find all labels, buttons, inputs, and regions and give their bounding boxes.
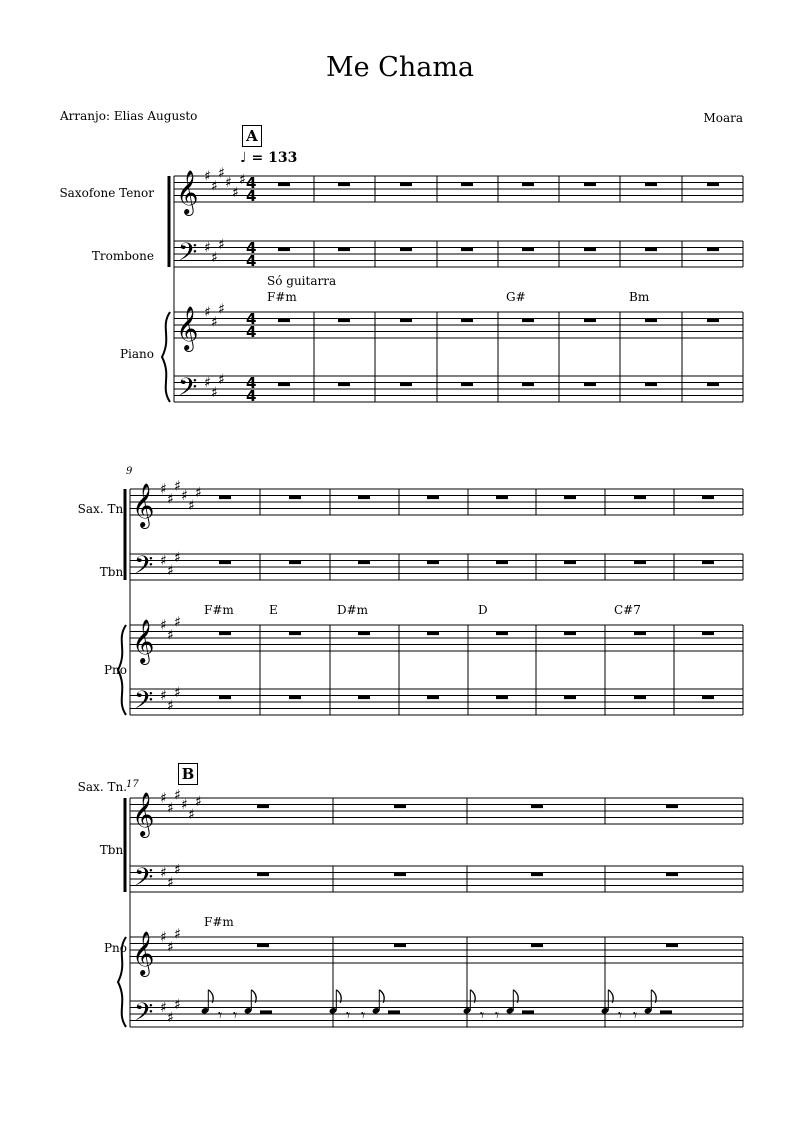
time-signature-numerator: 4: [246, 239, 257, 257]
sharp-icon: ♯: [167, 1009, 174, 1026]
sharp-icon: ♯: [181, 797, 188, 813]
eighth-rest-icon: 𝄾: [480, 1005, 485, 1025]
page-title: Me Chama: [325, 52, 475, 83]
half-rest-icon: [388, 1010, 400, 1014]
tempo-value: = 133: [251, 150, 298, 166]
sharp-icon: ♯: [204, 304, 211, 321]
whole-rest-icon: [427, 696, 439, 700]
chord-symbol: Bm: [629, 290, 650, 304]
sharp-icon: ♯: [232, 184, 239, 201]
sharp-icon: ♯: [160, 1000, 167, 1016]
whole-rest-icon: [634, 632, 646, 636]
sharp-icon: ♯: [160, 865, 167, 881]
whole-rest-icon: [278, 183, 290, 187]
chord-symbol: D: [478, 603, 488, 617]
whole-rest-icon: [289, 496, 301, 500]
whole-rest-icon: [496, 632, 508, 636]
sharp-icon: ♯: [204, 240, 211, 256]
chord-symbol: F#m: [204, 603, 234, 617]
whole-rest-icon: [564, 496, 576, 500]
time-signature-denominator: 4: [246, 387, 257, 405]
whole-rest-icon: [634, 696, 646, 700]
chord-symbol: E: [269, 603, 278, 617]
whole-rest-icon: [666, 873, 678, 877]
sharp-icon: ♯: [160, 617, 167, 634]
sharp-icon: ♯: [174, 478, 181, 495]
whole-rest-icon: [394, 805, 406, 809]
whole-rest-icon: [707, 319, 719, 323]
rehearsal-mark-b: B: [178, 763, 198, 785]
chord-symbol: F#m: [204, 915, 234, 929]
whole-rest-icon: [461, 383, 473, 387]
sharp-icon: ♯: [211, 314, 218, 331]
half-rest-icon: [260, 1010, 272, 1014]
eighth-rest-icon: 𝄾: [361, 1005, 366, 1025]
whole-rest-icon: [584, 183, 596, 187]
bass-clef-icon: 𝄢: [178, 238, 198, 273]
whole-rest-icon: [257, 944, 269, 948]
whole-rest-icon: [257, 805, 269, 809]
whole-rest-icon: [461, 319, 473, 323]
whole-rest-icon: [338, 319, 350, 323]
bass-clef-icon: 𝄢: [134, 998, 154, 1033]
whole-rest-icon: [531, 873, 543, 877]
whole-rest-icon: [338, 248, 350, 252]
sharp-icon: ♯: [174, 926, 181, 943]
whole-rest-icon: [584, 319, 596, 323]
arranger-credit: Arranjo: Elias Augusto: [60, 109, 198, 123]
instrument-label-trombone-short-2: Tbn.: [99, 843, 127, 857]
instrument-label-trombone: Trombone: [91, 249, 154, 263]
time-signature-denominator: 4: [246, 323, 257, 341]
instrument-label-sax-short-2: Sax. Tn.: [77, 780, 127, 794]
whole-rest-icon: [219, 561, 231, 565]
time-signature-numerator: 4: [246, 310, 257, 328]
sharp-icon: ♯: [167, 491, 174, 508]
chord-symbol: G#: [506, 290, 526, 304]
sharp-icon: ♯: [225, 175, 232, 191]
sharp-icon: ♯: [174, 684, 181, 701]
sharp-icon: ♯: [174, 861, 181, 878]
whole-rest-icon: [461, 248, 473, 252]
whole-rest-icon: [338, 183, 350, 187]
chord-symbol: F#m: [267, 290, 297, 304]
sharp-icon: ♯: [195, 793, 202, 810]
sharp-icon: ♯: [204, 375, 211, 391]
bass-clef-icon: 𝄢: [134, 686, 154, 721]
tempo-marking: [240, 150, 297, 166]
whole-rest-icon: [289, 632, 301, 636]
whole-rest-icon: [496, 561, 508, 565]
sharp-icon: ♯: [160, 929, 167, 946]
whole-rest-icon: [584, 248, 596, 252]
whole-rest-icon: [645, 319, 657, 323]
whole-rest-icon: [427, 561, 439, 565]
sharp-icon: ♯: [167, 697, 174, 714]
sharp-icon: ♯: [167, 874, 174, 891]
whole-rest-icon: [522, 248, 534, 252]
whole-rest-icon: [666, 805, 678, 809]
sharp-icon: ♯: [167, 939, 174, 956]
whole-rest-icon: [584, 383, 596, 387]
instrument-label-piano-short-2: Pno: [103, 941, 127, 955]
whole-rest-icon: [394, 873, 406, 877]
sharp-icon: ♯: [204, 168, 211, 185]
bass-clef-icon: 𝄢: [134, 551, 154, 586]
instrument-label-sax-short: Sax. Tn.: [77, 502, 127, 516]
whole-rest-icon: [666, 944, 678, 948]
sharp-icon: ♯: [160, 688, 167, 704]
whole-rest-icon: [461, 183, 473, 187]
whole-rest-icon: [278, 319, 290, 323]
treble-clef-icon: 𝄞: [176, 306, 199, 350]
sharp-icon: ♯: [160, 790, 167, 807]
whole-rest-icon: [338, 383, 350, 387]
sharp-icon: ♯: [188, 497, 195, 514]
treble-clef-icon: 𝄞: [132, 931, 155, 975]
whole-rest-icon: [564, 632, 576, 636]
whole-rest-icon: [707, 183, 719, 187]
treble-clef-icon: 𝄞: [132, 619, 155, 663]
treble-clef-icon: 𝄞: [176, 170, 199, 214]
sharp-icon: ♯: [195, 484, 202, 501]
eighth-rest-icon: 𝄾: [495, 1005, 500, 1025]
sharp-icon: ♯: [218, 301, 225, 318]
eighth-rest-icon: 𝄾: [233, 1005, 238, 1025]
eighth-rest-icon: 𝄾: [618, 1005, 623, 1025]
sharp-icon: ♯: [167, 627, 174, 644]
measure-number-9: 9: [126, 466, 133, 477]
composer-credit: Moara: [703, 111, 743, 125]
sharp-icon: ♯: [160, 553, 167, 569]
whole-rest-icon: [496, 496, 508, 500]
whole-rest-icon: [702, 696, 714, 700]
whole-rest-icon: [702, 496, 714, 500]
whole-rest-icon: [394, 944, 406, 948]
whole-rest-icon: [219, 696, 231, 700]
whole-rest-icon: [522, 183, 534, 187]
rehearsal-mark-a: A: [242, 125, 262, 147]
sharp-icon: ♯: [211, 249, 218, 266]
whole-rest-icon: [400, 383, 412, 387]
whole-rest-icon: [219, 632, 231, 636]
time-signature-numerator: 4: [246, 374, 257, 392]
bass-clef-icon: 𝄢: [134, 863, 154, 898]
whole-rest-icon: [289, 696, 301, 700]
sharp-icon: ♯: [218, 371, 225, 388]
whole-rest-icon: [427, 632, 439, 636]
whole-rest-icon: [289, 561, 301, 565]
whole-rest-icon: [645, 383, 657, 387]
chord-symbol: D#m: [337, 603, 369, 617]
eighth-rest-icon: 𝄾: [218, 1005, 223, 1025]
whole-rest-icon: [427, 496, 439, 500]
whole-rest-icon: [358, 496, 370, 500]
whole-rest-icon: [707, 383, 719, 387]
treble-clef-icon: 𝄞: [132, 483, 155, 527]
guitar-only-annotation: Só guitarra: [267, 274, 337, 288]
whole-rest-icon: [634, 496, 646, 500]
sharp-icon: ♯: [239, 171, 246, 188]
instrument-label-sax: Saxofone Tenor: [59, 186, 154, 200]
sharp-icon: ♯: [174, 996, 181, 1013]
sharp-icon: ♯: [218, 236, 225, 253]
instrument-label-piano-short: Pno: [103, 663, 127, 677]
whole-rest-icon: [564, 696, 576, 700]
bass-clef-icon: 𝄢: [178, 373, 198, 408]
sharp-icon: ♯: [188, 806, 195, 823]
sharp-icon: ♯: [174, 787, 181, 804]
time-signature-numerator: 4: [246, 174, 257, 192]
whole-rest-icon: [400, 248, 412, 252]
whole-rest-icon: [702, 632, 714, 636]
sharp-icon: ♯: [160, 481, 167, 498]
whole-rest-icon: [278, 248, 290, 252]
time-signature-denominator: 4: [246, 252, 257, 270]
whole-rest-icon: [645, 183, 657, 187]
whole-rest-icon: [257, 873, 269, 877]
whole-rest-icon: [278, 383, 290, 387]
whole-rest-icon: [522, 319, 534, 323]
sharp-icon: ♯: [167, 800, 174, 817]
whole-rest-icon: [400, 319, 412, 323]
instrument-label-trombone-short: Tbn.: [99, 565, 127, 579]
whole-rest-icon: [496, 696, 508, 700]
half-rest-icon: [660, 1010, 672, 1014]
sharp-icon: ♯: [211, 384, 218, 401]
piano-brace: [162, 312, 170, 402]
whole-rest-icon: [358, 696, 370, 700]
chord-symbol: C#7: [614, 603, 641, 617]
sharp-icon: ♯: [218, 165, 225, 182]
treble-clef-icon: 𝄞: [132, 792, 155, 836]
whole-rest-icon: [358, 561, 370, 565]
quarter-note-icon: ♩: [240, 150, 247, 166]
whole-rest-icon: [564, 561, 576, 565]
time-signature-denominator: 4: [246, 187, 257, 205]
whole-rest-icon: [219, 496, 231, 500]
eighth-rest-icon: 𝄾: [346, 1005, 351, 1025]
half-rest-icon: [522, 1010, 534, 1014]
whole-rest-icon: [634, 561, 646, 565]
whole-rest-icon: [400, 183, 412, 187]
instrument-label-piano: Piano: [119, 347, 154, 361]
whole-rest-icon: [522, 383, 534, 387]
eighth-rest-icon: 𝄾: [633, 1005, 638, 1025]
whole-rest-icon: [707, 248, 719, 252]
whole-rest-icon: [702, 561, 714, 565]
sharp-icon: ♯: [167, 562, 174, 579]
sharp-icon: ♯: [211, 178, 218, 195]
sharp-icon: ♯: [181, 488, 188, 504]
measure-number-17: 17: [126, 779, 139, 790]
whole-rest-icon: [645, 248, 657, 252]
sharp-icon: ♯: [174, 549, 181, 566]
whole-rest-icon: [358, 632, 370, 636]
sharp-icon: ♯: [174, 614, 181, 631]
whole-rest-icon: [531, 805, 543, 809]
whole-rest-icon: [531, 944, 543, 948]
